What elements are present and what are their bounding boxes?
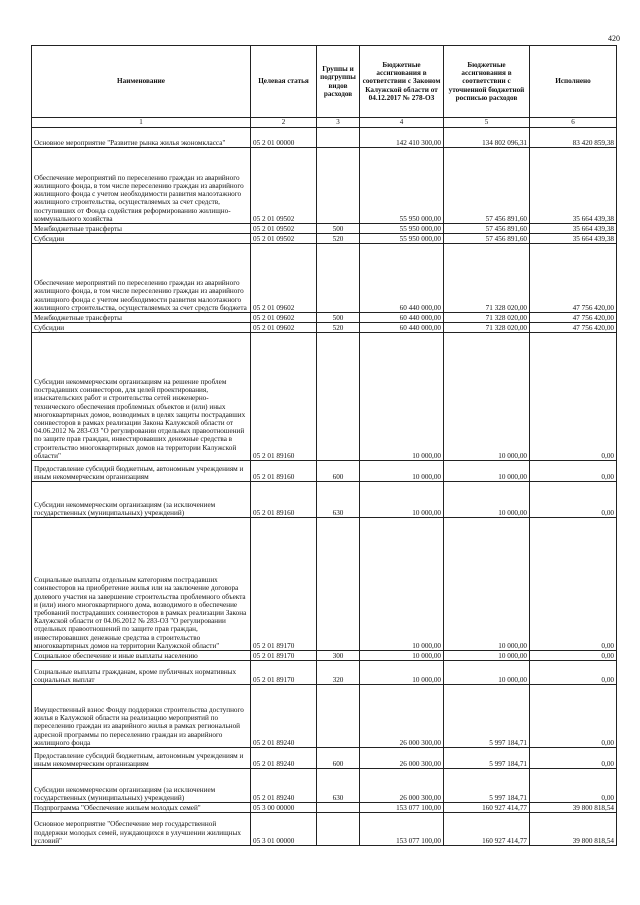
row-executed: 0,00 [530, 661, 617, 685]
row-code: 05 2 01 00000 [251, 128, 317, 148]
row-code: 05 2 01 09502 [251, 234, 317, 244]
row-group: 500 [317, 224, 360, 234]
row-law: 60 440 000,00 [360, 313, 444, 323]
row-refined: 5 997 184,71 [444, 685, 530, 748]
row-code: 05 2 01 09602 [251, 244, 317, 313]
row-executed: 47 756 420,00 [530, 323, 617, 333]
row-law: 153 077 100,00 [360, 803, 444, 813]
row-group: 300 [317, 651, 360, 661]
row-executed: 39 800 818,54 [530, 813, 617, 846]
row-executed: 83 420 859,38 [530, 128, 617, 148]
row-law: 60 440 000,00 [360, 244, 444, 313]
row-group: 500 [317, 313, 360, 323]
row-group [317, 518, 360, 651]
row-group [317, 244, 360, 313]
table-row [32, 224, 617, 234]
row-code: 05 2 01 89240 [251, 748, 317, 769]
row-executed: 39 800 818,54 [530, 803, 617, 813]
row-name: Субсидии некоммерческим организациям на решение проблем пострадавших соинвесторов, для целей проектирования, изыскательских работ и строительства сетей инженерно-технического обеспечения проблемных объектов и (или) иных многоквартирных домов, возводимых в целях защиты пострадавших соинвесторов в рамках реализации Закона Калужской области от 04.06.2012 № 283-ОЗ "О регулировании отдельных правоотношений по защите прав граждан, инвестировавших денежные средства в строительство многоквартирных домов на территории Калужской области" [32, 333, 251, 461]
row-code: 05 2 01 89170 [251, 661, 317, 685]
table-row [32, 128, 617, 148]
row-refined: 160 927 414,77 [444, 813, 530, 846]
header-name: Наименование [32, 46, 251, 118]
row-refined: 10 000,00 [444, 518, 530, 651]
row-law: 142 410 300,00 [360, 128, 444, 148]
row-group: 320 [317, 661, 360, 685]
row-code: 05 2 01 89160 [251, 461, 317, 482]
row-name: Обеспечение мероприятий по переселению граждан из аварийного жилищного фонда, в том числе переселению граждан из аварийного жилищного фонда с учетом необходимости развития малоэтажного жилищного строительства, осуществляемых за счет средств, поступивших от Фонда содействия реформированию жилищно-коммунального хозяйства [32, 148, 251, 224]
row-executed: 0,00 [530, 748, 617, 769]
table-row [32, 748, 617, 769]
column-numbers-row [32, 118, 617, 128]
row-code: 05 2 01 09602 [251, 323, 317, 333]
row-code: 05 2 01 09502 [251, 148, 317, 224]
row-refined: 57 456 891,60 [444, 224, 530, 234]
table-row [32, 244, 617, 313]
row-name: Основное мероприятие "Развитие рынка жилья экономкласса" [32, 128, 251, 148]
row-name: Субсидии [32, 323, 251, 333]
row-executed: 0,00 [530, 651, 617, 661]
column-number: 5 [444, 118, 530, 128]
row-code: 05 2 01 89170 [251, 651, 317, 661]
table-row [32, 769, 617, 803]
row-law: 26 000 300,00 [360, 685, 444, 748]
row-law: 10 000,00 [360, 482, 444, 518]
row-law: 26 000 300,00 [360, 769, 444, 803]
row-executed: 35 664 439,38 [530, 148, 617, 224]
row-group [317, 128, 360, 148]
column-number: 1 [32, 118, 251, 128]
column-number: 3 [317, 118, 360, 128]
row-executed: 0,00 [530, 333, 617, 461]
row-executed: 0,00 [530, 685, 617, 748]
row-law: 10 000,00 [360, 333, 444, 461]
row-group: 600 [317, 748, 360, 769]
row-law: 10 000,00 [360, 651, 444, 661]
row-refined: 10 000,00 [444, 651, 530, 661]
row-law: 10 000,00 [360, 518, 444, 651]
row-group: 630 [317, 482, 360, 518]
row-group [317, 813, 360, 846]
row-group: 600 [317, 461, 360, 482]
row-group: 520 [317, 234, 360, 244]
table-row [32, 685, 617, 748]
row-refined: 71 328 020,00 [444, 244, 530, 313]
row-refined: 10 000,00 [444, 482, 530, 518]
table-row [32, 323, 617, 333]
row-executed: 0,00 [530, 461, 617, 482]
row-executed: 35 664 439,38 [530, 234, 617, 244]
row-refined: 160 927 414,77 [444, 803, 530, 813]
row-refined: 134 802 096,31 [444, 128, 530, 148]
row-code: 05 3 00 00000 [251, 803, 317, 813]
row-law: 60 440 000,00 [360, 323, 444, 333]
row-refined: 57 456 891,60 [444, 148, 530, 224]
row-group [317, 148, 360, 224]
header-refined: Бюджетные ассигнования в соответствии с уточненной бюджетной росписью расходов [444, 46, 530, 118]
row-name: Межбюджетные трансферты [32, 313, 251, 323]
row-refined: 57 456 891,60 [444, 234, 530, 244]
row-name: Субсидии некоммерческим организациям (за исключением государственных (муниципальных) учреждений) [32, 482, 251, 518]
table-row [32, 803, 617, 813]
table-row [32, 651, 617, 661]
table-row [32, 148, 617, 224]
row-name: Социальные выплаты отдельным категориям пострадавших соинвесторов на приобретение жилья или на заключение договора долевого участия на завершение строительства проблемного объекта и (или) иного многоквартирного дома, возводимого в обеспечение требований пострадавших соинвесторов в рамках реализации Закона Калужской области от 04.06.2012 № 283-ОЗ "О регулировании отдельных правоотношений по защите прав граждан, инвестировавших денежные средства в строительство многоквартирных домов на территории Калужской области" [32, 518, 251, 651]
row-name: Подпрограмма "Обеспечение жильем молодых семей" [32, 803, 251, 813]
row-law: 55 950 000,00 [360, 148, 444, 224]
row-code: 05 3 01 00000 [251, 813, 317, 846]
row-refined: 71 328 020,00 [444, 313, 530, 323]
row-code: 05 2 01 89240 [251, 685, 317, 748]
row-law: 10 000,00 [360, 661, 444, 685]
page-number: 420 [608, 34, 620, 43]
row-refined: 71 328 020,00 [444, 323, 530, 333]
header-law: Бюджетные ассигнования в соответствии с Законом Калужской области от 04.12.2017 № 278-ОЗ [360, 46, 444, 118]
row-group [317, 685, 360, 748]
table-row [32, 313, 617, 323]
row-name: Межбюджетные трансферты [32, 224, 251, 234]
table-row [32, 461, 617, 482]
row-name: Основное мероприятие "Обеспечение мер государственной поддержки молодых семей, нуждающихся в улучшении жилищных условий" [32, 813, 251, 846]
row-name: Социальные выплаты гражданам, кроме публичных нормативных социальных выплат [32, 661, 251, 685]
row-code: 05 2 01 89170 [251, 518, 317, 651]
row-name: Предоставление субсидий бюджетным, автономным учреждениям и иным некоммерческим организациям [32, 461, 251, 482]
header-executed: Исполнено [530, 46, 617, 118]
row-executed: 0,00 [530, 482, 617, 518]
row-law: 55 950 000,00 [360, 234, 444, 244]
row-group [317, 803, 360, 813]
table-row [32, 813, 617, 846]
row-code: 05 2 01 09602 [251, 313, 317, 323]
row-name: Обеспечение мероприятий по переселению граждан из аварийного жилищного фонда, в том числе переселению граждан из аварийного жилищного фонда с учетом необходимости развития малоэтажного жилищного строительства, осуществляемых за счет средств бюджета [32, 244, 251, 313]
row-group [317, 333, 360, 461]
row-refined: 10 000,00 [444, 461, 530, 482]
row-law: 153 077 100,00 [360, 813, 444, 846]
row-executed: 35 664 439,38 [530, 224, 617, 234]
row-code: 05 2 01 89160 [251, 333, 317, 461]
row-name: Субсидии некоммерческим организациям (за исключением государственных (муниципальных) учреждений) [32, 769, 251, 803]
row-executed: 0,00 [530, 769, 617, 803]
row-refined: 5 997 184,71 [444, 769, 530, 803]
budget-table [31, 45, 617, 846]
row-law: 10 000,00 [360, 461, 444, 482]
row-name: Имущественный взнос Фонду поддержки строительства доступного жилья в Калужской области на реализацию мероприятий по переселению граждан из аварийного жилья в рамках региональной адресной программы по переселению граждан из аварийного жилищного фонда [32, 685, 251, 748]
header-row [32, 46, 617, 118]
column-number: 6 [530, 118, 617, 128]
row-name: Субсидии [32, 234, 251, 244]
row-code: 05 2 01 09502 [251, 224, 317, 234]
row-name: Предоставление субсидий бюджетным, автономным учреждениям и иным некоммерческим организациям [32, 748, 251, 769]
row-group: 520 [317, 323, 360, 333]
row-executed: 47 756 420,00 [530, 244, 617, 313]
row-law: 26 000 300,00 [360, 748, 444, 769]
table-row [32, 234, 617, 244]
row-executed: 47 756 420,00 [530, 313, 617, 323]
row-code: 05 2 01 89240 [251, 769, 317, 803]
row-name: Социальное обеспечение и иные выплаты населению [32, 651, 251, 661]
row-refined: 5 997 184,71 [444, 748, 530, 769]
row-law: 55 950 000,00 [360, 224, 444, 234]
column-number: 2 [251, 118, 317, 128]
header-code: Целевая статья [251, 46, 317, 118]
row-code: 05 2 01 89160 [251, 482, 317, 518]
row-group: 630 [317, 769, 360, 803]
row-refined: 10 000,00 [444, 333, 530, 461]
header-group: Группы и подгруппы видов расходов [317, 46, 360, 118]
table-row [32, 333, 617, 461]
row-executed: 0,00 [530, 518, 617, 651]
table-row [32, 661, 617, 685]
table-row [32, 518, 617, 651]
column-number: 4 [360, 118, 444, 128]
table-row [32, 482, 617, 518]
row-refined: 10 000,00 [444, 661, 530, 685]
